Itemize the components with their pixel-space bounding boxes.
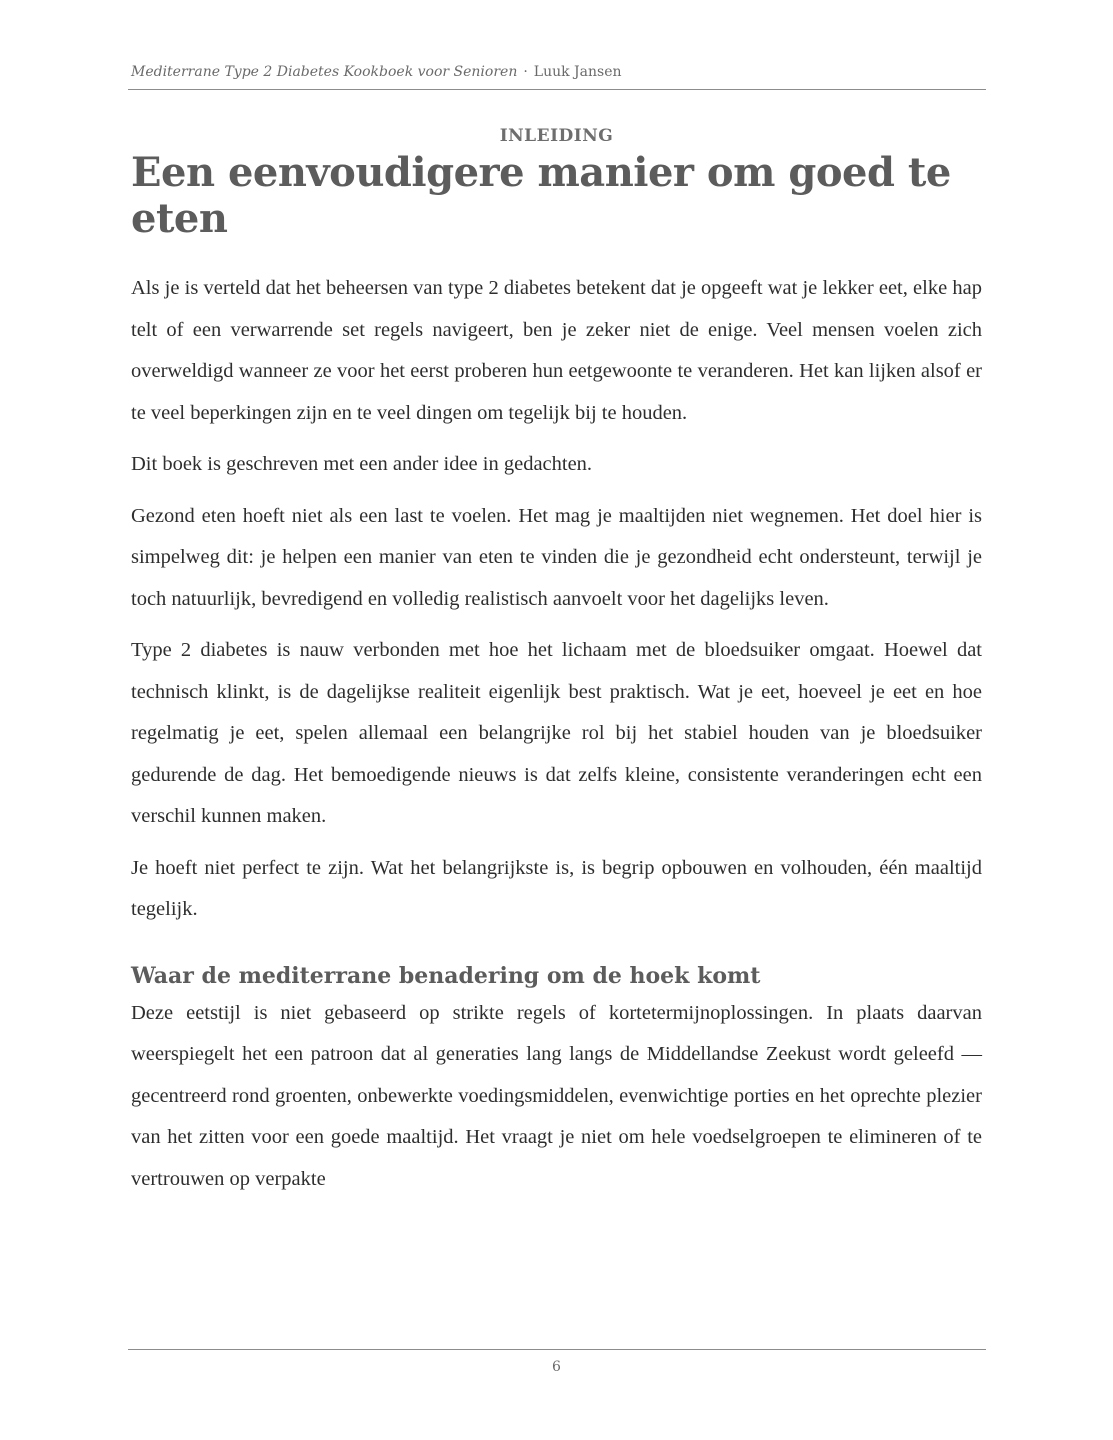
paragraph: Type 2 diabetes is nauw verbonden met hoe het lichaam met de bloedsuiker omgaat. Hoewel dat technisch klinkt, is de dagelijkse realiteit eigenlijk best praktisch. Wat je eet, hoeveel je eet en hoe regelmatig je eet, spelen allemaal een belangrijke rol bij het stabiel houden van je bloedsuiker gedurende de dag. Het bemoedigende nieuws is dat zelfs kleine, consistente veranderingen echt een verschil kunnen maken.: [131, 639, 982, 827]
header-rule: [128, 89, 986, 90]
footer-rule: [128, 1349, 986, 1350]
section-paragraph: Deze eetstijl is niet gebaseerd op strikte regels of kortetermijnoplossingen. In plaats daarvan weerspiegelt het een patroon dat al generaties lang langs de Middellandse Zeekust wordt geleefd — gecentreerd rond groenten, onbewerkte voedingsmiddelen, evenwichtige porties en het oprechte plezier van het zitten voor een goede maaltijd. Het vraagt je niet om hele voedselgroepen te elimineren of te vertrouwen op verpakte: [131, 1001, 982, 1190]
body-text: [131, 268, 982, 1200]
page-content: [131, 126, 982, 1210]
paragraph: Als je is verteld dat het beheersen van type 2 diabetes betekent dat je opgeeft wat je lekker eet, elke hap telt of een verwarrende set regels navigeert, ben je zeker niet de enige. Veel mensen voelen zich overweldigd wanneer ze voor het eerst proberen hun eetgewoonte te veranderen. Het kan lijken alsof er te veel beperkingen zijn en te veel dingen om tegelijk bij te houden.: [131, 277, 982, 424]
running-header-author: Luuk Jansen: [533, 64, 622, 80]
page-number: 6: [552, 1359, 561, 1375]
section-heading: Waar de mediterrane benadering om de hoek komt: [131, 962, 761, 989]
running-header: [131, 64, 986, 80]
chapter-label: INLEIDING: [499, 126, 614, 146]
chapter-title: Een eenvoudigere manier om goed te eten: [131, 149, 951, 242]
running-header-book-title: Mediterrane Type 2 Diabetes Kookboek voor Senioren: [131, 64, 518, 80]
running-header-separator: ·: [523, 64, 528, 80]
paragraph: Gezond eten hoeft niet als een last te voelen. Het mag je maaltijden niet wegnemen. Het doel hier is simpelweg dit: je helpen een manier van eten te vinden die je gezondheid echt ondersteunt, terwijl je toch natuurlijk, bevredigend en volledig realistisch aanvoelt voor het dagelijks leven.: [131, 504, 982, 610]
paragraph: Je hoeft niet perfect te zijn. Wat het belangrijkste is, is begrip opbouwen en volhouden, één maaltijd tegelijk.: [131, 856, 982, 920]
paragraph: Dit boek is geschreven met een ander idee in gedachten.: [131, 453, 593, 475]
